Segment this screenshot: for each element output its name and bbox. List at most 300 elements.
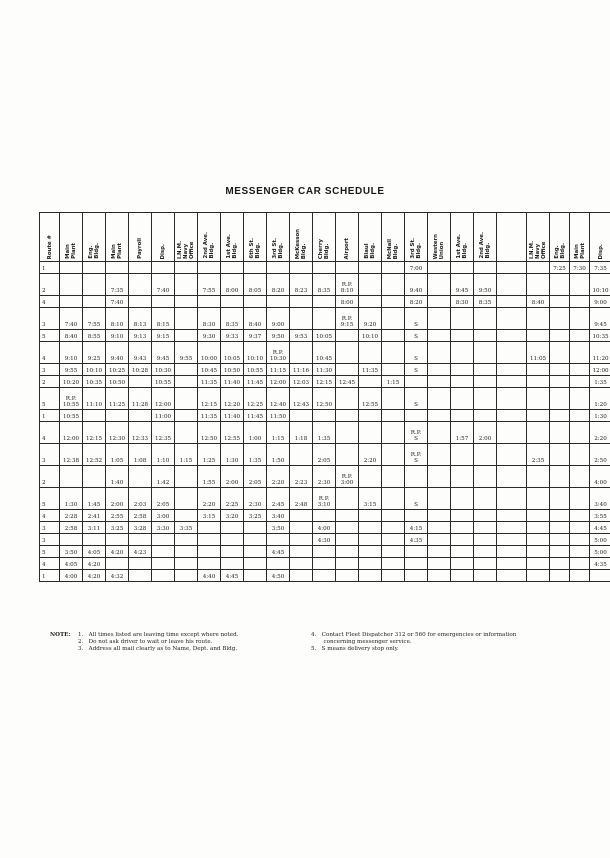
time-cell bbox=[497, 466, 527, 488]
time-cell: 3:28 bbox=[129, 522, 152, 534]
time-cell bbox=[290, 444, 313, 466]
time-cell bbox=[428, 330, 451, 342]
time-cell bbox=[290, 296, 313, 308]
time-cell bbox=[60, 274, 83, 296]
time-cell: 4:35 bbox=[405, 534, 428, 546]
time-cell: 8:15 bbox=[152, 308, 175, 330]
note-item: 2. Do not ask driver to wait or leave his route. bbox=[78, 639, 213, 645]
time-cell: 12:38 bbox=[60, 444, 83, 466]
time-cell bbox=[570, 558, 590, 570]
time-cell: 8:10 bbox=[106, 308, 129, 330]
time-cell: 2:58 bbox=[60, 522, 83, 534]
time-cell: 2:00 bbox=[474, 422, 497, 444]
time-cell: 1:45 bbox=[83, 488, 106, 510]
time-cell bbox=[175, 296, 198, 308]
time-cell bbox=[527, 410, 550, 422]
time-cell: 10:45 bbox=[198, 364, 221, 376]
time-cell: 9:40 bbox=[106, 342, 129, 364]
time-cell bbox=[497, 274, 527, 296]
time-cell: 8:05 bbox=[244, 274, 267, 296]
time-cell bbox=[359, 296, 382, 308]
time-cell bbox=[497, 546, 527, 558]
time-cell bbox=[382, 330, 405, 342]
column-header bbox=[405, 213, 428, 262]
time-cell: 12:35 bbox=[152, 422, 175, 444]
time-cell bbox=[405, 376, 428, 388]
time-cell bbox=[474, 558, 497, 570]
note-item: 1. All times listed are leaving time except where noted. bbox=[78, 632, 239, 638]
time-cell: 3:40 bbox=[267, 510, 290, 522]
time-cell: 7:35 bbox=[590, 262, 610, 274]
time-cell: 12:15 bbox=[83, 422, 106, 444]
time-cell: 4:20 bbox=[106, 546, 129, 558]
time-cell bbox=[550, 488, 570, 510]
column-header bbox=[40, 213, 60, 262]
time-cell: 8:40 bbox=[244, 308, 267, 330]
time-cell: 9:55 bbox=[60, 364, 83, 376]
time-cell: 12:25 bbox=[244, 388, 267, 410]
time-cell bbox=[382, 262, 405, 274]
time-cell: 1:35 bbox=[313, 422, 336, 444]
table-row bbox=[40, 422, 610, 444]
column-header-label: McKesson Bldg. bbox=[295, 228, 307, 259]
time-cell: 12:03 bbox=[290, 376, 313, 388]
time-cell: 7:55 bbox=[198, 274, 221, 296]
time-cell: 2:55 bbox=[106, 510, 129, 522]
time-cell: 3:15 bbox=[359, 488, 382, 510]
time-cell bbox=[336, 522, 359, 534]
time-cell bbox=[382, 308, 405, 330]
time-cell bbox=[550, 364, 570, 376]
route-cell: 4 bbox=[40, 510, 60, 522]
time-cell: S bbox=[405, 364, 428, 376]
time-cell: 4:23 bbox=[129, 546, 152, 558]
column-header bbox=[382, 213, 405, 262]
time-cell bbox=[497, 570, 527, 582]
time-cell bbox=[175, 410, 198, 422]
column-header bbox=[83, 213, 106, 262]
time-cell: 2:25 bbox=[221, 488, 244, 510]
time-cell bbox=[175, 534, 198, 546]
time-cell bbox=[451, 342, 474, 364]
time-cell bbox=[175, 558, 198, 570]
time-cell bbox=[590, 570, 610, 582]
time-cell bbox=[336, 330, 359, 342]
time-cell bbox=[428, 388, 451, 410]
time-cell: 2:41 bbox=[83, 510, 106, 522]
time-cell bbox=[221, 522, 244, 534]
time-cell: 12:50 bbox=[313, 388, 336, 410]
time-cell: 7:35 bbox=[106, 274, 129, 296]
time-cell bbox=[290, 410, 313, 422]
time-cell bbox=[451, 570, 474, 582]
time-cell bbox=[428, 274, 451, 296]
time-cell bbox=[527, 534, 550, 546]
time-cell: 9:00 bbox=[267, 308, 290, 330]
time-cell bbox=[382, 410, 405, 422]
time-cell bbox=[550, 274, 570, 296]
time-cell bbox=[451, 534, 474, 546]
time-cell bbox=[313, 570, 336, 582]
time-cell bbox=[336, 570, 359, 582]
time-cell: 10:25 bbox=[106, 364, 129, 376]
time-cell bbox=[359, 534, 382, 546]
time-cell: 4:30 bbox=[313, 534, 336, 546]
time-cell: 10:05 bbox=[313, 330, 336, 342]
time-cell bbox=[497, 364, 527, 376]
time-cell: 4:20 bbox=[83, 558, 106, 570]
time-cell: 10:28 bbox=[129, 364, 152, 376]
time-cell: 1:18 bbox=[290, 422, 313, 444]
time-cell bbox=[428, 262, 451, 274]
table-row bbox=[40, 558, 610, 570]
time-cell: R.P. S bbox=[405, 444, 428, 466]
time-cell: 4:20 bbox=[83, 570, 106, 582]
time-cell: 11:20 bbox=[590, 342, 610, 364]
time-cell: 2:20 bbox=[590, 422, 610, 444]
route-cell: 3 bbox=[40, 534, 60, 546]
time-cell bbox=[527, 388, 550, 410]
time-cell bbox=[382, 570, 405, 582]
column-header-label: Eng. Bldg. bbox=[88, 243, 100, 259]
time-cell: 11:15 bbox=[267, 364, 290, 376]
time-cell: 12:00 bbox=[152, 388, 175, 410]
time-cell bbox=[428, 422, 451, 444]
time-cell: 10:55 bbox=[152, 376, 175, 388]
time-cell bbox=[313, 510, 336, 522]
time-cell bbox=[83, 296, 106, 308]
route-cell: 3 bbox=[40, 522, 60, 534]
time-cell bbox=[336, 422, 359, 444]
time-cell bbox=[152, 546, 175, 558]
time-cell bbox=[382, 510, 405, 522]
time-cell bbox=[129, 376, 152, 388]
time-cell: 8:23 bbox=[290, 274, 313, 296]
time-cell bbox=[474, 444, 497, 466]
table-row bbox=[40, 342, 610, 364]
time-cell bbox=[474, 376, 497, 388]
column-header-label: McNall Bldg. bbox=[387, 238, 399, 259]
time-cell: 4:45 bbox=[221, 570, 244, 582]
time-cell bbox=[474, 510, 497, 522]
route-cell: 1 bbox=[40, 262, 60, 274]
time-cell bbox=[198, 262, 221, 274]
time-cell: 1:30 bbox=[60, 488, 83, 510]
table-row bbox=[40, 388, 610, 410]
time-cell bbox=[290, 534, 313, 546]
time-cell bbox=[497, 308, 527, 330]
time-cell bbox=[152, 262, 175, 274]
time-cell: S bbox=[405, 488, 428, 510]
time-cell bbox=[474, 262, 497, 274]
time-cell bbox=[175, 364, 198, 376]
time-cell bbox=[550, 534, 570, 546]
time-cell: 3:55 bbox=[590, 510, 610, 522]
time-cell: S bbox=[405, 388, 428, 410]
time-cell bbox=[527, 330, 550, 342]
time-cell bbox=[359, 410, 382, 422]
time-cell bbox=[198, 296, 221, 308]
time-cell bbox=[474, 330, 497, 342]
time-cell bbox=[267, 262, 290, 274]
time-cell bbox=[106, 262, 129, 274]
column-header bbox=[550, 213, 570, 262]
time-cell bbox=[60, 296, 83, 308]
column-header-label: Eng. Bldg. bbox=[553, 243, 566, 259]
time-cell bbox=[550, 422, 570, 444]
column-header bbox=[244, 213, 267, 262]
time-cell bbox=[313, 558, 336, 570]
time-cell bbox=[129, 558, 152, 570]
time-cell bbox=[313, 262, 336, 274]
time-cell: 11:40 bbox=[221, 376, 244, 388]
table-row bbox=[40, 444, 610, 466]
time-cell bbox=[527, 364, 550, 376]
time-cell: 7:40 bbox=[60, 308, 83, 330]
time-cell bbox=[474, 534, 497, 546]
time-cell: 1:15 bbox=[382, 376, 405, 388]
time-cell: R.P. S bbox=[405, 422, 428, 444]
time-cell bbox=[527, 522, 550, 534]
time-cell: 7:40 bbox=[152, 274, 175, 296]
time-cell: 3:25 bbox=[244, 510, 267, 522]
time-cell: 11:30 bbox=[313, 364, 336, 376]
time-cell: 2:48 bbox=[290, 488, 313, 510]
time-cell bbox=[313, 308, 336, 330]
time-cell: 12:33 bbox=[129, 422, 152, 444]
time-cell bbox=[290, 570, 313, 582]
time-cell: 2:23 bbox=[290, 466, 313, 488]
time-cell bbox=[60, 534, 83, 546]
time-cell bbox=[336, 546, 359, 558]
table-row bbox=[40, 376, 610, 388]
time-cell bbox=[497, 388, 527, 410]
column-header-label: Disp. bbox=[597, 243, 604, 259]
time-cell bbox=[336, 342, 359, 364]
time-cell: 9:33 bbox=[221, 330, 244, 342]
time-cell bbox=[527, 422, 550, 444]
time-cell: 4:50 bbox=[267, 570, 290, 582]
time-cell bbox=[382, 388, 405, 410]
time-cell bbox=[198, 534, 221, 546]
time-cell bbox=[550, 330, 570, 342]
route-cell: 1 bbox=[40, 410, 60, 422]
time-cell bbox=[359, 422, 382, 444]
column-header-label: Main Plant bbox=[111, 243, 123, 259]
time-cell: 9:37 bbox=[244, 330, 267, 342]
time-cell: 9:13 bbox=[129, 330, 152, 342]
time-cell bbox=[451, 466, 474, 488]
time-cell bbox=[244, 546, 267, 558]
time-cell bbox=[359, 558, 382, 570]
time-cell bbox=[497, 510, 527, 522]
time-cell: 11:28 bbox=[129, 388, 152, 410]
time-cell: 1:25 bbox=[198, 444, 221, 466]
column-header-label: 2nd Ave. Bldg. bbox=[203, 232, 215, 259]
time-cell bbox=[382, 444, 405, 466]
time-cell: 8:30 bbox=[451, 296, 474, 308]
time-cell bbox=[175, 330, 198, 342]
table-row bbox=[40, 570, 610, 582]
time-cell: 10:55 bbox=[60, 410, 83, 422]
time-cell: 9:30 bbox=[198, 330, 221, 342]
time-cell: 7:25 bbox=[550, 262, 570, 274]
time-cell bbox=[405, 466, 428, 488]
column-header-label: Disp. bbox=[160, 243, 166, 259]
time-cell bbox=[527, 376, 550, 388]
time-cell: 9:50 bbox=[474, 274, 497, 296]
time-cell: 8:40 bbox=[527, 296, 550, 308]
time-cell bbox=[570, 274, 590, 296]
time-cell bbox=[428, 444, 451, 466]
time-cell bbox=[527, 510, 550, 522]
table-row bbox=[40, 534, 610, 546]
time-cell bbox=[175, 422, 198, 444]
time-cell bbox=[336, 262, 359, 274]
time-cell: 8:40 bbox=[60, 330, 83, 342]
time-cell: 11:25 bbox=[106, 388, 129, 410]
time-cell bbox=[359, 376, 382, 388]
route-cell: 4 bbox=[40, 422, 60, 444]
column-header-label: 3rd St. Bldg. bbox=[410, 238, 422, 259]
time-cell: 2:30 bbox=[244, 488, 267, 510]
time-cell bbox=[428, 534, 451, 546]
time-cell bbox=[129, 274, 152, 296]
time-cell bbox=[152, 296, 175, 308]
time-cell bbox=[527, 262, 550, 274]
schedule-table bbox=[39, 212, 610, 582]
time-cell: 10:35 bbox=[83, 376, 106, 388]
time-cell: 8:55 bbox=[83, 330, 106, 342]
time-cell: S bbox=[405, 342, 428, 364]
time-cell bbox=[474, 466, 497, 488]
time-cell bbox=[570, 510, 590, 522]
time-cell: 11:00 bbox=[152, 410, 175, 422]
route-cell: 2 bbox=[40, 274, 60, 296]
time-cell bbox=[550, 444, 570, 466]
time-cell: 3:20 bbox=[221, 510, 244, 522]
note-label: NOTE: bbox=[50, 632, 71, 638]
route-cell: 5 bbox=[40, 546, 60, 558]
note-item: 4. Contact Fleet Dispatcher 312 or 560 for emergencies or information concerning messenger service. bbox=[311, 632, 517, 645]
time-cell: 11:40 bbox=[221, 410, 244, 422]
time-cell: 3:30 bbox=[152, 522, 175, 534]
time-cell bbox=[336, 510, 359, 522]
time-cell: 10:30 bbox=[152, 364, 175, 376]
time-cell: 7:00 bbox=[405, 262, 428, 274]
time-cell bbox=[290, 262, 313, 274]
column-header-label: I.N.M. Navy Office bbox=[177, 240, 195, 259]
time-cell: 4:00 bbox=[313, 522, 336, 534]
time-cell: R.P. 8:10 bbox=[336, 274, 359, 296]
time-cell: 2:05 bbox=[152, 488, 175, 510]
time-cell: 10:10 bbox=[590, 274, 610, 296]
time-cell: 1:57 bbox=[451, 422, 474, 444]
time-cell bbox=[497, 296, 527, 308]
column-header-label: Main Plant bbox=[573, 243, 586, 259]
time-cell: 4:45 bbox=[590, 522, 610, 534]
time-cell bbox=[451, 364, 474, 376]
time-cell: 12:15 bbox=[198, 388, 221, 410]
time-cell bbox=[527, 546, 550, 558]
time-cell: R.P. 3:00 bbox=[336, 466, 359, 488]
time-cell bbox=[60, 262, 83, 274]
table-row bbox=[40, 262, 610, 274]
time-cell: 8:20 bbox=[267, 274, 290, 296]
time-cell bbox=[60, 466, 83, 488]
time-cell bbox=[290, 342, 313, 364]
time-cell: 7:30 bbox=[570, 262, 590, 274]
time-cell bbox=[428, 466, 451, 488]
time-cell: 9:25 bbox=[83, 342, 106, 364]
time-cell bbox=[244, 262, 267, 274]
time-cell bbox=[129, 570, 152, 582]
time-cell bbox=[474, 364, 497, 376]
time-cell bbox=[382, 296, 405, 308]
time-cell bbox=[570, 410, 590, 422]
column-header bbox=[474, 213, 497, 262]
column-header bbox=[313, 213, 336, 262]
time-cell: 3:15 bbox=[198, 510, 221, 522]
time-cell bbox=[474, 308, 497, 330]
time-cell bbox=[428, 296, 451, 308]
column-header bbox=[359, 213, 382, 262]
table-row bbox=[40, 308, 610, 330]
time-cell: 1:42 bbox=[152, 466, 175, 488]
time-cell: 1:35 bbox=[590, 376, 610, 388]
time-cell bbox=[359, 510, 382, 522]
time-cell: 9:45 bbox=[152, 342, 175, 364]
column-header-label: I.N.M. Navy Office bbox=[529, 240, 547, 259]
time-cell bbox=[550, 522, 570, 534]
note-item: 3. Address all mail clearly as to Name, Dept. and Bldg. bbox=[78, 646, 238, 652]
time-cell: 12:00 bbox=[60, 422, 83, 444]
table-row bbox=[40, 274, 610, 296]
time-cell bbox=[451, 488, 474, 510]
time-cell: 9:00 bbox=[590, 296, 610, 308]
column-header bbox=[290, 213, 313, 262]
time-cell: 1:35 bbox=[244, 444, 267, 466]
time-cell: 2:03 bbox=[129, 488, 152, 510]
time-cell bbox=[550, 308, 570, 330]
time-cell bbox=[221, 534, 244, 546]
time-cell: 3:00 bbox=[152, 510, 175, 522]
time-cell bbox=[336, 444, 359, 466]
time-cell bbox=[382, 546, 405, 558]
time-cell bbox=[497, 262, 527, 274]
time-cell: 9:53 bbox=[290, 330, 313, 342]
time-cell bbox=[570, 570, 590, 582]
time-cell: 3:40 bbox=[590, 488, 610, 510]
time-cell: 1:40 bbox=[106, 466, 129, 488]
time-cell: 4:00 bbox=[590, 466, 610, 488]
time-cell: 2:30 bbox=[313, 466, 336, 488]
time-cell bbox=[382, 466, 405, 488]
time-cell bbox=[175, 308, 198, 330]
column-header-label: Blaul Bldg. bbox=[364, 243, 376, 259]
time-cell bbox=[83, 274, 106, 296]
time-cell: 4:05 bbox=[83, 546, 106, 558]
column-header bbox=[267, 213, 290, 262]
time-cell bbox=[474, 342, 497, 364]
time-cell bbox=[175, 388, 198, 410]
time-cell: 12:45 bbox=[336, 376, 359, 388]
time-cell bbox=[336, 388, 359, 410]
time-cell: 7:55 bbox=[83, 308, 106, 330]
time-cell: 8:20 bbox=[405, 296, 428, 308]
time-cell: 3:25 bbox=[106, 522, 129, 534]
time-cell bbox=[175, 466, 198, 488]
